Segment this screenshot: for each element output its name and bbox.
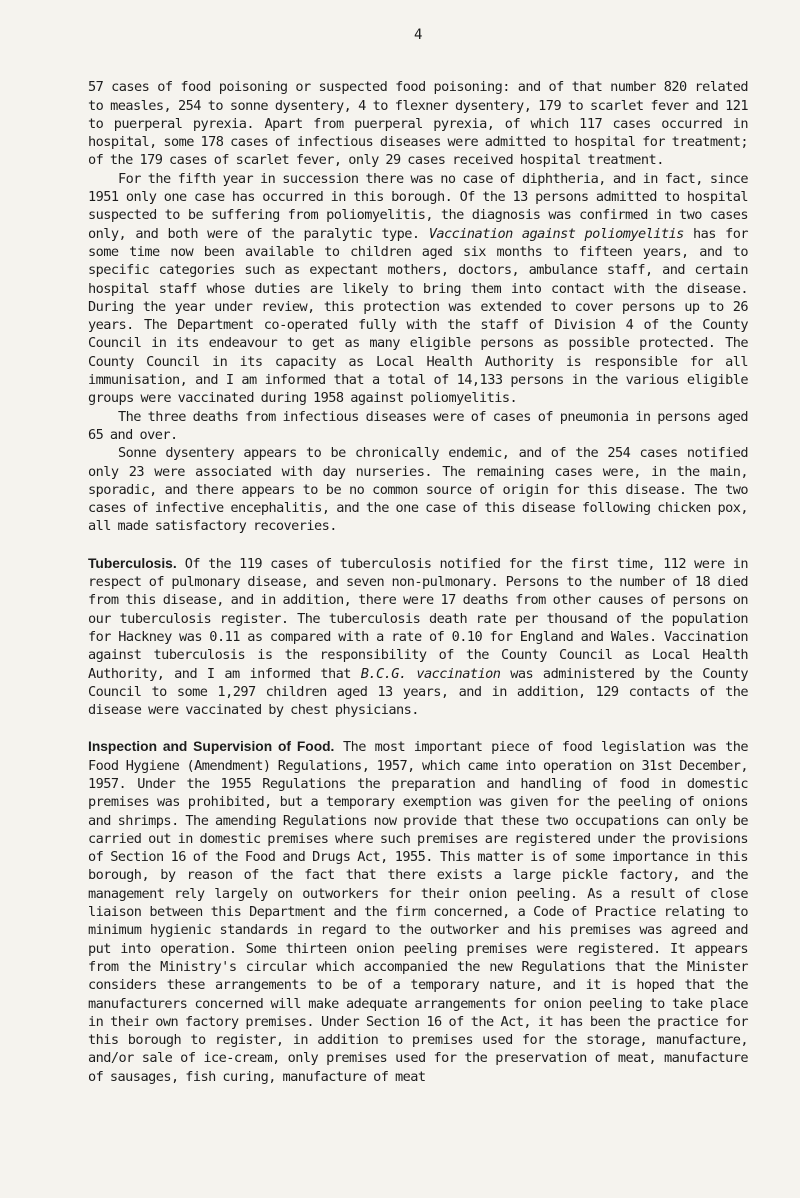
vaccination-italic-phrase: Vaccination against poliomyelitis (428, 225, 684, 242)
food-inspection-heading: Inspection and Supervision of Food. (88, 739, 335, 755)
page-number: 4 (414, 27, 422, 43)
section-food-inspection (88, 738, 748, 1086)
paragraph-deaths: The three deaths from infectious diseases were of cases of pneumonia in persons aged 65 and over. (88, 408, 748, 443)
tuberculosis-text: Of the 119 cases of tuberculosis notified for the first time, 112 were in respect of pulmonary disease, and seven non-pulmonary. Persons to the number of 18 died from this disease, and in addition, there were 17 deaths from other causes of persons on our tuberculosis register. The tuberculosis death rate per thousand of the population for Hackney was 0.11 as compared with a rate of 0.10 for England and Wales. Vaccination against tuberculosis is the responsibility of the County Council as Local Health Authority, and I am informed that (88, 555, 748, 682)
bcg-italic-phrase: B.C.G. vaccination (360, 665, 501, 682)
paragraph-dysentery: Sonne dysentery appears to be chronically endemic, and of the 254 cases notified only 23 were associated with day nurseries. The remaining cases were, in the main, sporadic, and there appears to be no common source of origin for this disease. The two cases of infective encephalitis, and the one case of this disease following chicken pox, all made satisfactory recoveries. (88, 445, 748, 535)
paragraph-food-poisoning: 57 cases of food poisoning or suspected food poisoning: and of that number 820 related to measles, 254 to sonne dysentery, 4 to flexner dysentery, 179 to scarlet fever and 121 to puerperal pyrexia. Apart from puerperal pyrexia, of which 117 cases occurred in hospital, some 178 cases of infectious diseases were admitted to hospital for treatment; of the 179 cases of scarlet fever, only 29 cases received hospital treatment. (88, 79, 748, 169)
poliomyelitis-text: For the fifth year in succession there was no case of diphtheria, and in fact, since 1951 only one case has occurred in this borough. Of the 13 persons admitted to hospital suspected to be suffering from poliomyelitis, the diagnosis was confirmed in two cases only, and both were of the paralytic type. (88, 170, 748, 242)
food-inspection-text: The most important piece of food legislation was the Food Hygiene (Amendment) Regulations, 1957, which came into operation on 31st December, 1957. Under the 1955 Regulations the preparation and handling of food in domestic premises was prohibited, but a temporary exemption was given for the peeling of onions and shrimps. The amending Regulations now provide that these two occupations can only be carried out in domestic premises where such premises are registered under the provisions of Section 16 of the Food and Drugs Act, 1955. This matter is of some importance in this borough, by reason of the fact that there exists a large pickle factory, and the management rely largely on outworkers for their onion peeling. As a result of close liaison between this Department and the firm concerned, a Code of Practice relating to minimum hygienic standards in regard to the outworker and his premises was agreed and put into operation. Some thirteen onion peeling premises were registered. It appears from the Ministry's circular which accompanied the new Regulations that the Minister considers these arrangements to be of a temporary nature, and it is hoped that the manufacturers concerned will make adequate arrangements for onion peeling to take place in their own factory premises. Under Section 16 of the Act, it has been the practice for this borough to register, in addition to premises used for the storage, manufacture, and/or sale of ice-cream, only premises used for the preservation of meat, manufacture of sausages, fish curing, manufacture of meat (88, 739, 748, 1085)
tuberculosis-heading: Tuberculosis. (88, 555, 177, 571)
tuberculosis-text-continued: was administered by the County Council to some 1,297 children aged 13 years, and in addition, 129 contacts of the disease were vaccinated by chest physicians. (88, 665, 749, 719)
poliomyelitis-text-continued: has for some time now been available to children aged six months to fifteen years, and to specific categories such as expectant mothers, doctors, ambulance staff, and certain hospital staff whose duties are likely to bring them into contact with the disease. During the year under review, this protection was extended to cover persons up to 26 years. The Department co-operated fully with the staff of Division 4 of the County Council in its endeavour to get as many eligible persons as possible protected. The County Council in its capacity as Local Health Authority is responsible for all immunisation, and I am informed that a total of 14,133 persons in the various eligible groups were vaccinated during 1958 against poliomyelitis. (88, 225, 748, 407)
section-tuberculosis (88, 555, 748, 720)
paragraph-poliomyelitis (88, 170, 748, 408)
